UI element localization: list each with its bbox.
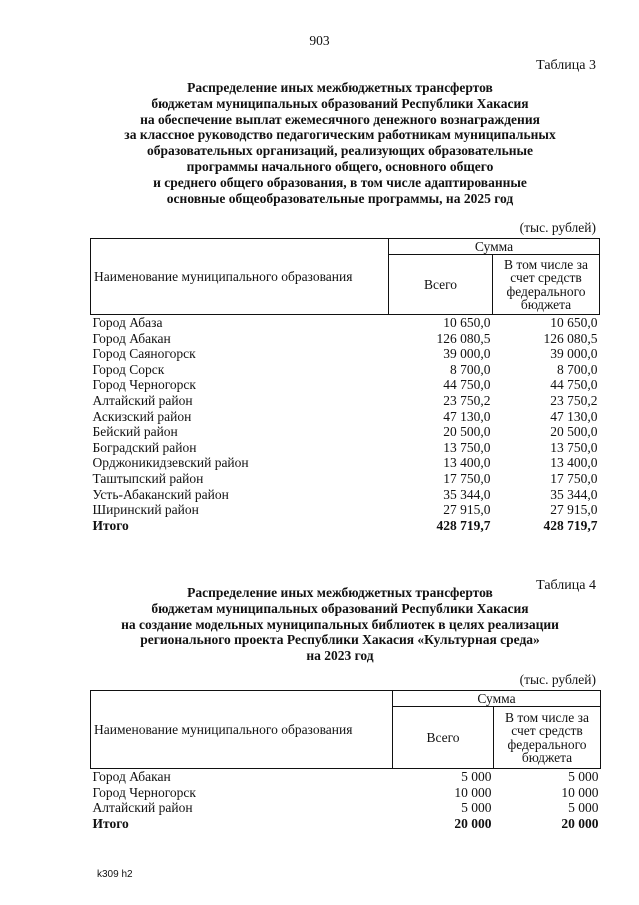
row-name: Город Черногорск	[92, 784, 196, 800]
title-line: на 2023 год	[306, 648, 374, 664]
total-value: 428 719,7	[436, 517, 491, 533]
table4-title	[80, 585, 600, 664]
row-name: Город Черногорск	[92, 377, 196, 393]
row-name: Боградский район	[92, 439, 197, 455]
row-total: 20 500,0	[443, 424, 491, 440]
row-federal: 35 344,0	[550, 486, 598, 502]
title-line: за классное руководство педагогическим работникам муниципальных	[124, 127, 556, 143]
row-federal: 39 000,0	[550, 346, 598, 362]
row-name: Таштыпский район	[92, 470, 204, 486]
row-name: Город Абакан	[92, 769, 171, 784]
title-line: регионального проекта Республики Хакасия «Культурная среда»	[140, 632, 540, 648]
row-name: Бейский район	[92, 424, 178, 440]
table3	[90, 238, 600, 533]
row-name: Ширинский район	[92, 502, 199, 518]
title-line: программы начального общего, основного общего	[186, 158, 494, 174]
table-row	[91, 785, 601, 801]
total-name: Итого	[92, 815, 129, 831]
row-name: Город Абакан	[92, 330, 171, 346]
row-name: Алтайский район	[92, 392, 193, 408]
table-row	[91, 409, 600, 425]
total-federal: 428 719,7	[543, 517, 598, 533]
table-row	[91, 362, 600, 378]
table-row	[91, 346, 600, 362]
table4-label: Таблица 4	[536, 578, 596, 593]
row-federal: 17 750,0	[550, 470, 598, 486]
table-row	[91, 393, 600, 409]
header-federal: В том числе за счет средств федерального бюджета	[493, 255, 600, 315]
row-total: 44 750,0	[443, 377, 491, 393]
row-name: Алтайский район	[92, 800, 193, 816]
row-total: 5 000	[461, 800, 492, 816]
row-total: 13 400,0	[443, 455, 491, 471]
row-federal: 8 700,0	[557, 361, 598, 377]
row-federal: 47 130,0	[550, 408, 598, 424]
footer-code: k309 h2	[97, 869, 133, 880]
row-total: 27 915,0	[443, 502, 491, 518]
title-line: бюджетам муниципальных образований Республики Хакасия	[151, 600, 529, 616]
title-line: Распределение иных межбюджетных трансфертов	[187, 585, 493, 600]
row-total: 17 750,0	[443, 470, 491, 486]
table-row	[91, 315, 600, 331]
row-total: 8 700,0	[450, 361, 491, 377]
table3-title	[80, 80, 600, 206]
header-name: Наименование муниципального образования	[91, 691, 393, 769]
table-row	[91, 440, 600, 456]
header-federal: В том числе за счет средств федерального бюджета	[494, 707, 601, 769]
title-line: бюджетам муниципальных образований Республики Хакасия	[151, 95, 529, 111]
table-row	[91, 487, 600, 503]
row-federal: 23 750,2	[550, 392, 598, 408]
header-sum: Сумма	[389, 239, 600, 255]
row-total: 126 080,5	[436, 330, 491, 346]
page-number: 903	[309, 33, 330, 48]
row-federal: 10 650,0	[550, 315, 598, 330]
row-federal: 27 915,0	[550, 502, 598, 518]
row-total: 10 650,0	[443, 315, 491, 330]
row-federal: 44 750,0	[550, 377, 598, 393]
table-row	[91, 455, 600, 471]
table3-label: Таблица 3	[536, 58, 596, 73]
row-federal: 20 500,0	[550, 424, 598, 440]
table4	[90, 690, 601, 831]
row-total: 35 344,0	[443, 486, 491, 502]
total-value: 20 000	[454, 815, 492, 831]
row-name: Город Сорск	[92, 361, 165, 377]
table-row	[91, 769, 601, 785]
row-total: 13 750,0	[443, 439, 491, 455]
row-federal: 126 080,5	[543, 330, 598, 346]
row-federal: 5 000	[568, 800, 599, 816]
header-sum: Сумма	[393, 691, 601, 707]
row-name: Город Саяногорск	[92, 346, 196, 362]
row-name: Город Абаза	[92, 315, 163, 330]
row-federal: 5 000	[568, 769, 599, 784]
title-line: на обеспечение выплат ежемесячного денежного вознаграждения	[140, 111, 540, 127]
header-total: Всего	[393, 707, 494, 769]
title-line: Распределение иных межбюджетных трансфертов	[187, 80, 493, 95]
row-name: Аскизский район	[92, 408, 192, 424]
title-line: и среднего общего образования, в том числе адаптированные	[153, 174, 527, 190]
row-name: Усть-Абаканский район	[92, 486, 229, 502]
table4-units: (тыс. рублей)	[519, 672, 596, 687]
table-row	[91, 377, 600, 393]
row-name: Орджоникидзевский район	[92, 455, 249, 471]
title-line: основные общеобразовательные программы, на 2025 год	[166, 190, 514, 206]
header-total: Всего	[389, 255, 493, 315]
table-row	[91, 331, 600, 347]
table-row	[91, 800, 601, 816]
row-federal: 10 000	[561, 784, 599, 800]
row-federal: 13 400,0	[550, 455, 598, 471]
title-line: образовательных организаций, реализующих образовательные	[146, 143, 534, 159]
total-name: Итого	[92, 517, 129, 533]
row-total: 10 000	[454, 784, 492, 800]
row-total: 23 750,2	[443, 392, 491, 408]
total-row	[91, 816, 601, 832]
header-name: Наименование муниципального образования	[91, 239, 389, 315]
row-total: 5 000	[461, 769, 492, 784]
title-line: на создание модельных муниципальных библиотек в целях реализации	[121, 616, 559, 632]
row-total: 47 130,0	[443, 408, 491, 424]
row-total: 39 000,0	[443, 346, 491, 362]
total-row	[91, 518, 600, 534]
table-row	[91, 502, 600, 518]
row-federal: 13 750,0	[550, 439, 598, 455]
table3-units: (тыс. рублей)	[519, 220, 596, 235]
table-row	[91, 471, 600, 487]
table-row	[91, 424, 600, 440]
total-federal: 20 000	[561, 815, 599, 831]
